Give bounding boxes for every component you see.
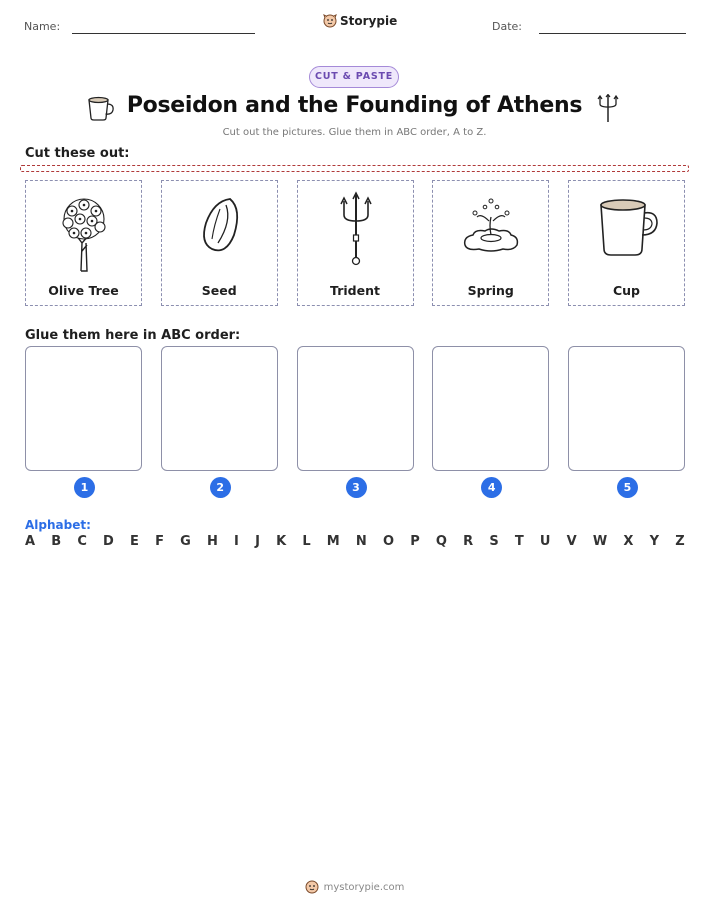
glue-box-2[interactable] xyxy=(161,346,278,494)
slot-number: 1 xyxy=(74,477,95,498)
page-title: Poseidon and the Founding of Athens xyxy=(126,93,583,118)
seed-icon xyxy=(190,191,250,273)
glue-section-heading: Glue them here in ABC order: xyxy=(25,328,241,343)
glue-box-3[interactable] xyxy=(297,346,414,494)
olive-tree-icon xyxy=(54,191,114,273)
card-label: Spring xyxy=(467,283,514,298)
alphabet-letter: X xyxy=(623,534,634,549)
alphabet-letter: P xyxy=(410,534,420,549)
cut-section-heading: Cut these out: xyxy=(25,146,130,161)
card-olive-tree[interactable] xyxy=(25,180,142,306)
footer-url[interactable]: mystorypie.com xyxy=(323,881,405,893)
alphabet-letter: M xyxy=(326,534,340,549)
spring-icon xyxy=(461,191,521,273)
instructions: Cut out the pictures. Glue them in ABC order, A to Z. xyxy=(222,127,487,138)
glue-box-1[interactable] xyxy=(25,346,142,494)
card-label: Olive Tree xyxy=(48,283,119,298)
alphabet-letter: S xyxy=(489,534,499,549)
alphabet-letters xyxy=(25,534,685,549)
alphabet-letter: B xyxy=(51,534,62,549)
footer xyxy=(0,880,709,894)
glue-box-4[interactable] xyxy=(432,346,549,494)
alphabet-letter: V xyxy=(566,534,577,549)
alphabet-letter: U xyxy=(539,534,551,549)
date-label: Date: xyxy=(492,20,522,33)
alphabet-letter: R xyxy=(463,534,474,549)
trident-title-icon xyxy=(596,94,620,124)
slot-number: 4 xyxy=(481,477,502,498)
brand-name: Storypie xyxy=(340,14,398,28)
slot-number: 5 xyxy=(617,477,638,498)
card-label: Cup xyxy=(612,283,641,298)
alphabet-label: Alphabet: xyxy=(25,518,91,532)
alphabet-letter: C xyxy=(77,534,87,549)
cup-icon xyxy=(597,191,659,273)
slot-number: 3 xyxy=(346,477,367,498)
alphabet-letter: H xyxy=(206,534,218,549)
alphabet-letter: Q xyxy=(435,534,447,549)
alphabet-letter: T xyxy=(514,534,524,549)
alphabet-letter: E xyxy=(130,534,139,549)
alphabet-letter: A xyxy=(25,534,36,549)
card-seed[interactable] xyxy=(161,180,278,306)
glue-box-5[interactable] xyxy=(568,346,685,494)
card-cup[interactable] xyxy=(568,180,685,306)
alphabet-letter: W xyxy=(592,534,608,549)
alphabet-letter: D xyxy=(103,534,114,549)
alphabet-letter: Z xyxy=(675,534,685,549)
trident-icon xyxy=(326,191,386,273)
cut-out-cards xyxy=(25,180,685,306)
alphabet-letter: L xyxy=(302,534,311,549)
card-label: Seed xyxy=(201,283,237,298)
alphabet-letter: K xyxy=(276,534,287,549)
storypie-mascot-icon xyxy=(305,880,319,894)
alphabet-letter: Y xyxy=(649,534,660,549)
alphabet-letter: F xyxy=(155,534,164,549)
activity-badge: CUT & PASTE xyxy=(309,66,399,88)
storypie-mascot-icon xyxy=(323,14,337,28)
alphabet-letter: G xyxy=(180,534,191,549)
card-label: Trident xyxy=(330,283,380,298)
alphabet-letter: N xyxy=(355,534,367,549)
name-label: Name: xyxy=(24,20,61,33)
alphabet-letter: O xyxy=(382,534,395,549)
storypie-logo xyxy=(323,14,397,28)
card-trident[interactable] xyxy=(297,180,414,306)
name-line[interactable] xyxy=(72,33,255,34)
glue-boxes xyxy=(25,346,685,494)
cut-line xyxy=(20,165,689,172)
card-spring[interactable] xyxy=(432,180,549,306)
alphabet-letter: J xyxy=(255,534,260,549)
slot-number: 2 xyxy=(210,477,231,498)
date-line[interactable] xyxy=(539,33,686,34)
alphabet-letter: I xyxy=(234,534,239,549)
